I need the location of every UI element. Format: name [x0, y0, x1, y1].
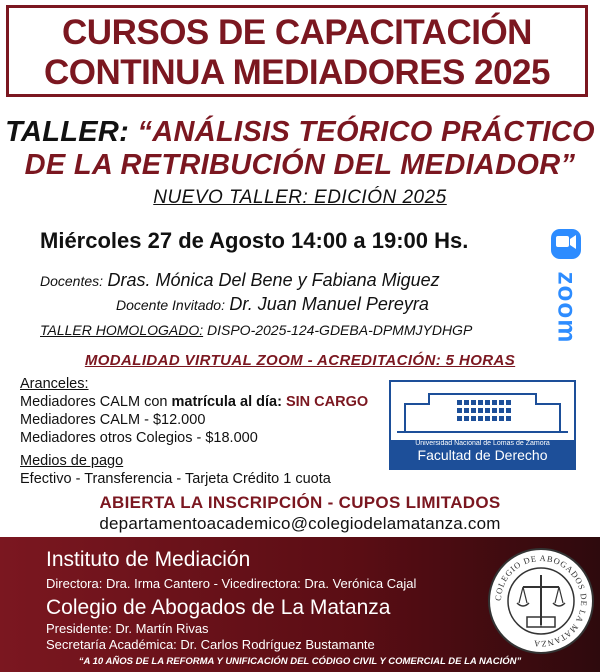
docentes-label: Docentes:	[40, 273, 104, 289]
docentes-value: Dras. Mónica Del Bene y Fabiana Miguez	[107, 270, 440, 290]
zoom-logo	[548, 226, 584, 346]
footer-directoras: Directora: Dra. Irma Cantero - Vicedirectora: Dra. Verónica Cajal	[46, 576, 417, 591]
docente-invitado	[116, 294, 429, 315]
colegio-seal	[487, 547, 595, 655]
arancel-item-1-prefix: Mediadores CALM con	[20, 394, 172, 410]
homologado-value: DISPO-2025-124-GDEBA-DPMMJYDHGP	[207, 322, 473, 338]
facultad-logo	[389, 380, 576, 470]
footer-note: “A 10 AÑOS DE LA REFORMA Y UNIFICACIÓN DEL CÓDIGO CIVIL Y COMERCIAL DE LA NACIÓN”	[78, 656, 522, 667]
contact-email[interactable]: departamentoacademico@colegiodelamatanza.com	[99, 514, 501, 533]
taller-title-line-1: “ANÁLISIS TEÓRICO PRÁCTICO	[137, 116, 595, 148]
event-date: Miércoles 27 de Agosto 14:00 a 19:00 Hs.	[40, 228, 469, 253]
nuevo-taller: NUEVO TALLER: EDICIÓN 2025	[153, 187, 447, 208]
docentes	[40, 270, 440, 291]
taller-heading-2	[0, 149, 600, 182]
arancel-item-1-bold: matrícula al día:	[171, 394, 282, 410]
seal-text: COLEGIO DE ABOGADOS DE LA MATANZA	[492, 552, 590, 650]
homologado	[40, 322, 472, 338]
taller-label: TALLER:	[5, 116, 130, 148]
title-box	[6, 5, 588, 97]
arancel-item-2: Mediadores CALM - $12.000	[20, 412, 206, 428]
zoom-wordmark: zoom	[552, 271, 583, 344]
taller-title-line-2: DE LA RETRIBUCIÓN DEL MEDIADOR”	[24, 149, 576, 181]
title-line-1: CURSOS DE CAPACITACIÓN	[62, 13, 532, 52]
title-line-2: CONTINUA MEDIADORES 2025	[44, 53, 550, 92]
arancel-item-3: Mediadores otros Colegios - $18.000	[20, 430, 258, 446]
taller-heading-1	[0, 116, 600, 149]
footer-presidente: Presidente: Dr. Martín Rivas	[46, 621, 209, 636]
docente-invitado-value: Dr. Juan Manuel Pereyra	[229, 294, 429, 314]
colegio-seal-icon	[487, 547, 595, 655]
facultad-name: Facultad de Derecho	[417, 447, 548, 463]
medios-pago-header: Medios de pago	[20, 453, 124, 469]
facultad-building-icon	[391, 382, 574, 442]
footer-instituto: Instituto de Mediación	[46, 548, 251, 571]
arancel-item-1	[20, 393, 368, 411]
arancel-item-1-price: SIN CARGO	[285, 394, 369, 410]
inscripcion: ABIERTA LA INSCRIPCIÓN - CUPOS LIMITADOS	[99, 493, 501, 512]
footer-secretaria: Secretaría Académica: Dr. Carlos Rodríguez Bustamante	[46, 637, 375, 652]
medios-pago-value: Efectivo - Transferencia - Tarjeta Crédito 1 cuota	[20, 471, 331, 487]
footer-colegio: Colegio de Abogados de La Matanza	[46, 596, 391, 619]
docente-invitado-label: Docente Invitado:	[116, 297, 225, 313]
homologado-label: TALLER HOMOLOGADO:	[40, 322, 204, 338]
modalidad: MODALIDAD VIRTUAL ZOOM - ACREDITACIÓN: 5 HORAS	[84, 352, 516, 369]
aranceles-header: Aranceles:	[20, 376, 89, 392]
facultad-university: Universidad Nacional de Lomas de Zamora	[415, 440, 550, 447]
